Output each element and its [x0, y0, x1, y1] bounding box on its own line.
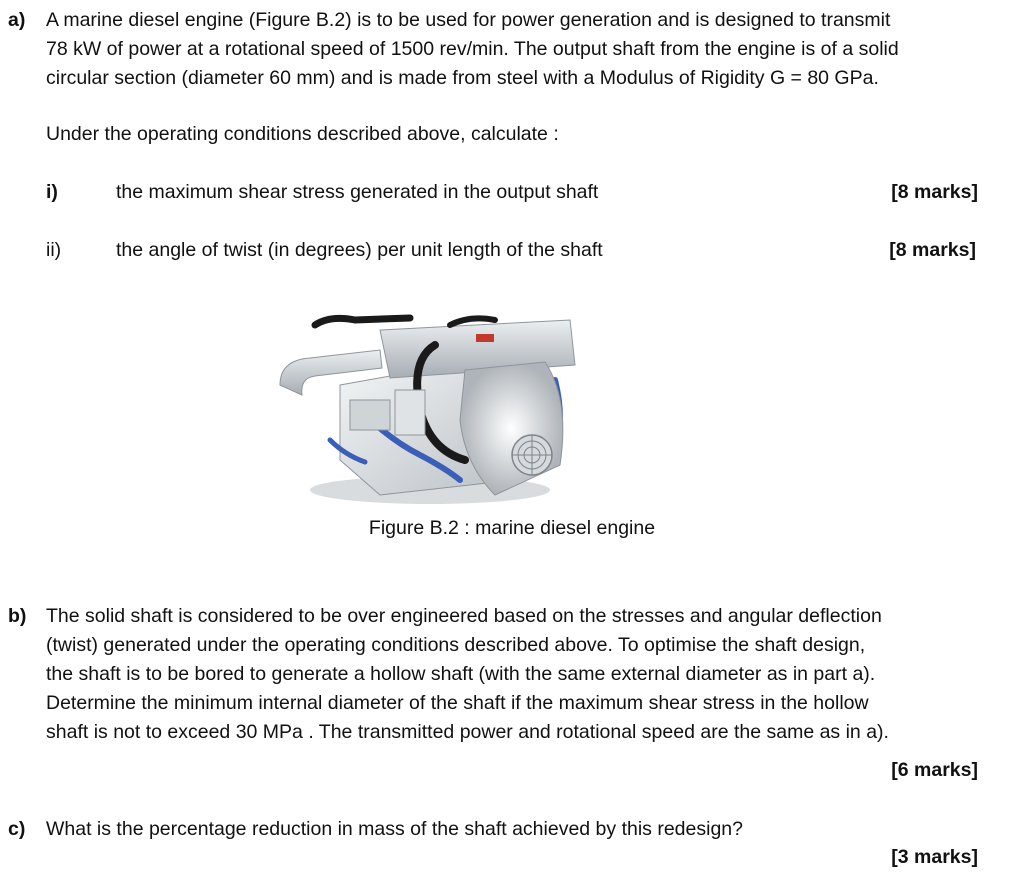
part-c-text: What is the percentage reduction in mass of the shaft achieved by this redesign? — [46, 818, 743, 840]
engine-figure — [270, 290, 590, 512]
part-a-line-1: A marine diesel engine (Figure B.2) is to be used for power generation and is designed to transmit — [46, 9, 891, 31]
item-i-text: the maximum shear stress generated in the output shaft — [116, 181, 599, 203]
item-ii-label: ii) — [46, 239, 62, 261]
part-b-line-1: The solid shaft is considered to be over engineered based on the stresses and angular deflection — [46, 605, 882, 627]
figure-caption: Figure B.2 : marine diesel engine — [368, 517, 656, 539]
item-i-marks: [8 marks] — [891, 181, 978, 203]
item-ii-text: the angle of twist (in degrees) per unit length of the shaft — [116, 239, 603, 261]
part-b-line-3: the shaft is to be bored to generate a hollow shaft (with the same external diameter as in part a). — [46, 663, 876, 685]
item-ii-marks: [8 marks] — [889, 239, 976, 261]
part-b-line-2: (twist) generated under the operating conditions described above. To optimise the shaft design, — [46, 634, 866, 656]
part-a-line-3: circular section (diameter 60 mm) and is made from steel with a Modulus of Rigidity G = 80 GPa. — [46, 67, 879, 89]
part-b-label: b) — [8, 605, 27, 627]
part-a-instruction: Under the operating conditions described above, calculate : — [46, 123, 559, 145]
part-b-marks: [6 marks] — [891, 759, 978, 781]
part-b-line-4: Determine the minimum internal diameter of the shaft if the maximum shear stress in the hollow — [46, 692, 869, 714]
part-a-line-2: 78 kW of power at a rotational speed of 1500 rev/min. The output shaft from the engine is of a solid — [46, 38, 899, 60]
part-a-label: a) — [8, 9, 26, 31]
part-c-label: c) — [8, 818, 26, 840]
part-b-line-5: shaft is not to exceed 30 MPa . The transmitted power and rotational speed are the same as in a). — [46, 721, 889, 743]
engine-illustration — [270, 290, 590, 512]
item-i-label: i) — [46, 181, 58, 203]
part-c-marks: [3 marks] — [891, 846, 978, 868]
